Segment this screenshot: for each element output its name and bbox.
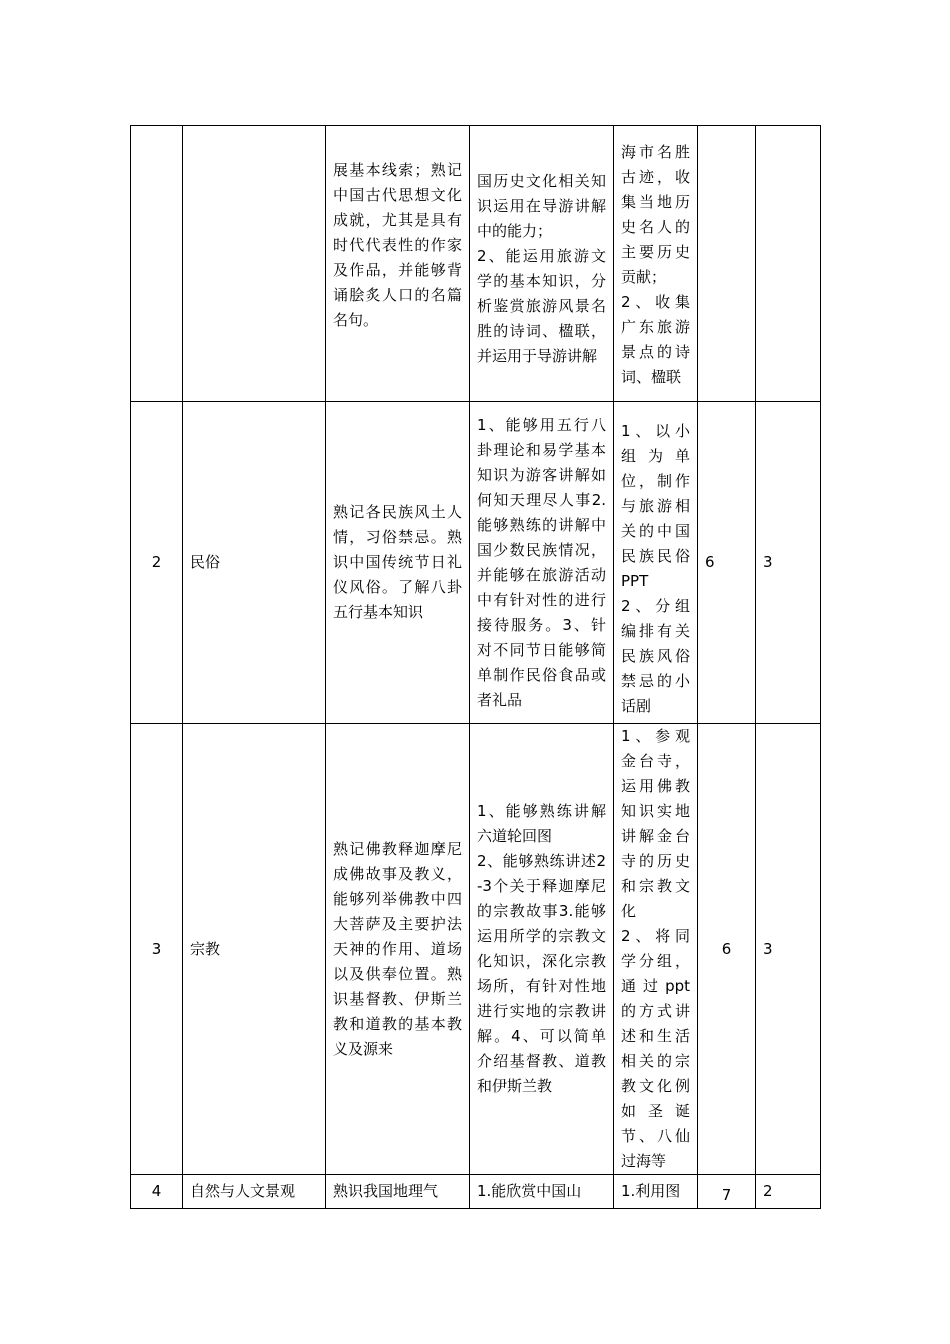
hours-a-cell: 6 (698, 402, 756, 724)
ability-cell: 国历史文化相关知识运用在导游讲解中的能力； 2、能运用旅游文学的基本知识，分析鉴赏旅游风景名胜的诗词、楹联，并运用于导游讲解 (470, 126, 614, 402)
course-table (130, 125, 821, 1209)
ability-cell: 1、能够熟练讲解六道轮回图 2、能够熟练讲述2-3个关于释迦摩尼的宗教故事3.能够运用所学的宗教文化知识，深化宗教场所，有针对性地进行实地的宗教讲解。4、可以简单介绍基督教、道教和伊斯兰教 (470, 724, 614, 1175)
table-row (131, 724, 821, 1175)
topic-cell (183, 126, 326, 402)
hours-b-cell (756, 126, 821, 402)
hours-b-cell: 3 (756, 402, 821, 724)
row-number-cell: 4 (131, 1175, 183, 1209)
knowledge-cell: 熟记各民族风土人情，习俗禁忌。熟识中国传统节日礼仪风俗。了解八卦五行基本知识 (326, 402, 470, 724)
activity-cell: 1.利用图 (614, 1175, 698, 1209)
topic-cell: 民俗 (183, 402, 326, 724)
ability-cell: 1.能欣赏中国山 (470, 1175, 614, 1209)
hours-a-cell: 7 (698, 1175, 756, 1209)
hours-b-cell: 2 (756, 1175, 821, 1209)
hours-b-cell: 3 (756, 724, 821, 1175)
row-number-cell: 2 (131, 402, 183, 724)
row-number-cell: 3 (131, 724, 183, 1175)
row-number-cell (131, 126, 183, 402)
activity-cell: 海市名胜古迹，收集当地历史名人的主要历史贡献； 2、收集广东旅游景点的诗词、楹联 (614, 126, 698, 402)
table-row (131, 1175, 821, 1209)
topic-cell: 自然与人文景观 (183, 1175, 326, 1209)
knowledge-cell: 熟记佛教释迦摩尼成佛故事及教义，能够列举佛教中四大菩萨及主要护法天神的作用、道场以及供奉位置。熟识基督教、伊斯兰教和道教的基本教义及源来 (326, 724, 470, 1175)
knowledge-cell: 熟识我国地理气 (326, 1175, 470, 1209)
activity-cell: 1、以小组为单位，制作与旅游相关的中国民族民俗PPT 2、分组编排有关民族风俗禁忌的小话剧 (614, 402, 698, 724)
knowledge-cell: 展基本线索；熟记中国古代思想文化成就，尤其是具有时代代表性的作家及作品，并能够背诵脍炙人口的名篇名句。 (326, 126, 470, 402)
table-row (131, 402, 821, 724)
hours-a-cell: 6 (698, 724, 756, 1175)
table-row (131, 126, 821, 402)
ability-cell: 1、能够用五行八卦理论和易学基本知识为游客讲解如何知天理尽人事2.能够熟练的讲解中国少数民族情况，并能够在旅游活动中有针对性的进行接待服务。3、针对不同节日能够简单制作民俗食品或者礼品 (470, 402, 614, 724)
activity-cell: 1、参观金台寺，运用佛教知识实地讲解金台寺的历史和宗教文化 2、将同学分组，通过ppt的方式讲述和生活相关的宗教文化例如圣诞节、八仙过海等 (614, 724, 698, 1175)
hours-a-cell (698, 126, 756, 402)
topic-cell: 宗教 (183, 724, 326, 1175)
